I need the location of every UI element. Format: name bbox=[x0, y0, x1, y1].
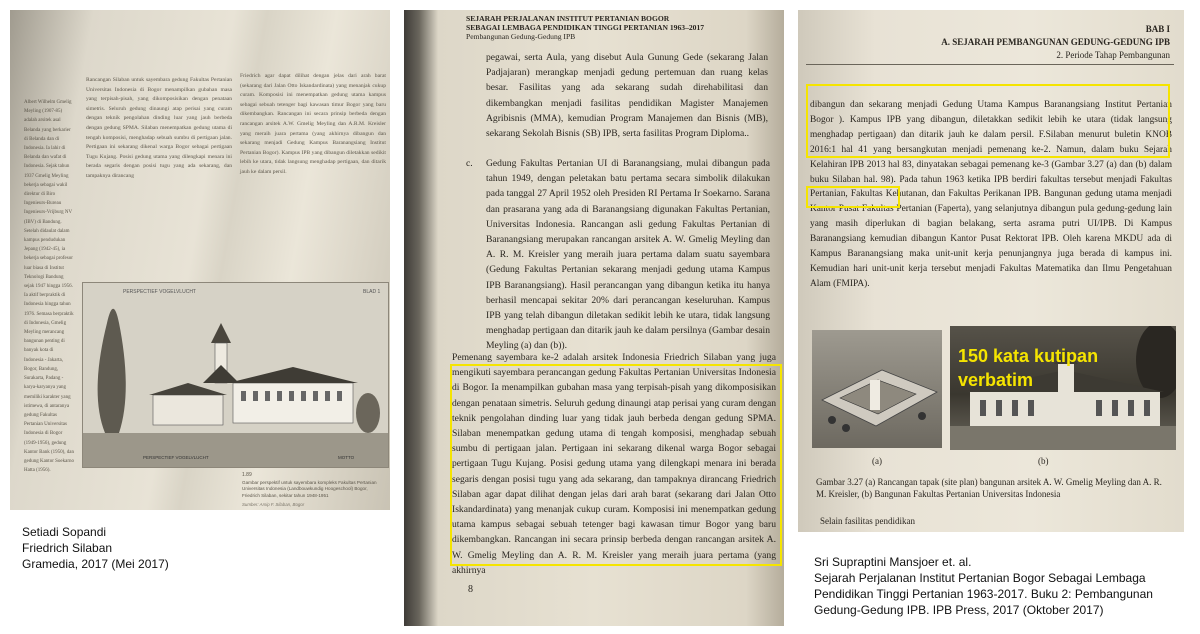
fig-header-left: PERSPECTIEF VOGELVLUCHT bbox=[123, 289, 196, 295]
column-3-text: Friedrich agar dapat dilihat dengan jelas dari arah barat (sekarang dari Jalan Otto Iskandardinata) yang menanjak cukup curam. Komposisi ini menempatkan gedung utama kampus sebagai sebuah tetenger bagi kawasan timur Bogor yang baru dikembangkan. Rancangan ini secara prinsip berbeda dengan rancangan arsitek A.W. Gmelig Meyling dan A.R.M. Kreisler yang meraih juara pertama (yang akhirnya dibangun dan sekarang menjadi Gedung Kampus Baranangsiang Institut Pertanian Bogor). Kampus IPB yang dibangun diletakkan sedikit lebih ke utara, tidak langsung menghadap pertigaan, dan ditarik jauh ke dalam persil. bbox=[240, 73, 386, 175]
highlight-box-1 bbox=[806, 84, 1170, 158]
site-plan-drawing bbox=[812, 330, 942, 448]
figure-caption-text: Gambar perspektif untuk sayembara kompleks Fakultas Pertanian Universitas Indonesia (Landbouwkundig Hoogeschool) Bogor, Friedrich Silaban, sekitar tahun 1948-1951 bbox=[242, 480, 377, 498]
caption-right bbox=[814, 554, 1153, 618]
figure-caption: Gambar 3.27 (a) Rancangan tapak (site plan) bangunan arsitek A. W. Gmelig Meyling dan A. R. M. Kreisler, (b) Bangunan Fakultas Pertanian Universitas Indonesia bbox=[816, 477, 1162, 499]
overlay-annotation-line1: 150 kata kutipan bbox=[958, 346, 1099, 366]
running-header-2: SEBAGAI LEMBAGA PENDIDIKAN TINGGI PERTANIAN 1963–2017 bbox=[466, 23, 705, 32]
para-top: pegawai, serta Aula, yang disebut Aula Gunung Gede (sekarang Jalan Padjajaran) merangkap menjadi gedung pertemuan dan ruang kelas besar. Fasilitas yang ada sekarang sudah direhabilitasi dan dikembangkan menjadi fasilitas pendidikan Magister Manajemen Agribisnis (MMA), kemudian Program Manajemen dan Bisnis (MB), sekarang Sekolah Bisnis (SB) IPB, serta fasilitas Program Diploma.. bbox=[486, 52, 768, 140]
perspective-sketch bbox=[83, 283, 388, 467]
para-bottom: Pemenang sayembara ke-2 adalah arsitek Indonesia Friedrich Silaban yang juga mengikuti sayembara perancangan gedung Fakultas Pertanian Universitas Indonesia di Bogor. Ia menampilkan gubahan masa yang terpisah-pisah yang dikomposisikan dengan penataan simetris. Seluruh gedung dinaungi atap perisai yang curam dengan teknik pengolahan dinding luar yang tidak jauh berbeda dengan gedung SPMA. Silaban menempatkan gedung utama di tengah komposisi, menghadap sebuah sumbu di pertigaan jalan. Pertigaan ini sekarang dikenal warga Bogor sebagai pertigaan Tugu Kujang. Posisi gedung utama yang dilengkapi menara ini berada segaris dengan posisi tugu yang ada sekarang, dan tampaknya dirancang Friedrich Silaban agar dapat dilihat dengan jelas dari arah barat (sekarang dari Jalan Otto Iskandardinata) yang menanjak cukup curam. Komposisi ini menempatkan gedung utama kampus sebagai sebuah tetenger bagi kawasan timur Bogor yang baru dikembangkan. Rancangan ini secara prinsip berbeda dengan rancangan arsitek A. W. Gmelig Meyling dan A. R. M. Kreisler yang meraih juara pertama (yang akhirnya bbox=[452, 352, 776, 576]
caption-right-publisher: Gedung-Gedung IPB. IPB Press, 2017 (Oktober 2017) bbox=[814, 603, 1104, 617]
chapter-label: BAB I bbox=[1145, 24, 1170, 34]
item-c-label: c. bbox=[466, 158, 473, 169]
fig-footer: PERSPECTIEF VOGELVLUCHT bbox=[143, 455, 209, 460]
figure-trailing-text: Selain fasilitas pendidikan bbox=[820, 516, 915, 526]
site-plan-photo-a bbox=[812, 330, 942, 448]
figure-label-a: (a) bbox=[872, 456, 882, 466]
caption-left-author: Setiadi Sopandi bbox=[22, 525, 107, 539]
photo-book-sejarah-ipb-bab1 bbox=[798, 10, 1184, 532]
photo-book-silaban bbox=[10, 10, 390, 510]
column-2-text: Rancangan Silaban untuk sayembara gedung Fakultas Pertanian Universitas Indonesia di Bogor menampilkan gubahan masa yang terpisah-pisah, yang dikomposisikan dengan penataan simetris. Seluruh gedung dinaungi atap perisai yang curam dengan teknik pengolahan dinding luar yang jauh berbeda dengan gedung SPMA. Silaban menempatkan gedung utama di tengah komposisi, menghadap sebuah sumbu di pertigaan jalan. Pertigaan ini sekarang dikenal warga Bogor sebagai pertigaan Tugu Kujang. Posisi gedung utama yang dilengkapi menara ini berada segaris dengan posisi tugu yang ada sekarang, dan tampaknya dirancang bbox=[86, 77, 232, 179]
highlight-box-2 bbox=[806, 186, 900, 208]
body-text: dibangun dan sekarang menjadi Gedung Utama Kampus Baranangsiang Institut Pertanian Bogor ). Kampus IPB yang dibangun, diletakkan sedikit lebih ke utara (tidak langsung menghadap pertigaan) dan ditarik jauh ke dalam persil. F.Silaban menurut buletin KNOB 2016:1 hal 41 yang bersangkutan menjadi pemenang ke-2. Namun, dalam buku Sejarah Kelahiran IPB 2013 hal 83, dinyatakan sebagai pemenang ke-3 (Gambar 3.27 (a) dan (b) dalam buku Silaban hal. 98). Pada tahun 1963 ketika IPB berdiri fakultas tersebut menjadi Fakultas Pertanian, Fakultas Kehutanan, dan Fakultas Perikanan IPB. Bangunan gedung utama menjadi Kantor Pusat Fakultas Pertanian (Faperta), yang selanjutnya dibangun pula gedung-gedung lain yang masih diperlukan di bagian belakang, serta asrama putri UI/IPB. Di Kampus Baranangsiang kemudian dibangun Kantor Pusat Rektorat IPB. Oleh karena MKDU ada di Kampus Baranangsiang maka unit-unit kerja penunjangnya juga berada di kampus ini. Kemudian hari unit-unit kerja tersebut menjadi Fakultas Matematika dan Ilmu Pengetahuan Alam (FMIPA). bbox=[810, 100, 1172, 289]
highlight-box-page8 bbox=[450, 364, 782, 566]
header-rule bbox=[806, 64, 1174, 65]
figure-label-b: (b) bbox=[1038, 456, 1049, 466]
figure-caption-number: 1.89 bbox=[242, 472, 252, 478]
figure-caption-source: Sumber: Arsip F. Silaban, Bogor bbox=[242, 502, 305, 507]
margin-note: Albert Wilhelm Gmelig Meyling (1907-85) adalah arsitek asal Belanda yang berkarier di Belanda dan di Indonesia. Ia lahir di Belanda dan wafat di Indonesia. Sejak tahun 1937 Gmelig Meyling bekerja sebagai wakil direktur di Biro Ingenieurs-Bureau Ingenieurs-Vrijburg NV (IBV) di Bandung. Setelah didaulat dalam kampus pendudukan Jepang (1942-45), ia bekerja sebagai profesor luar biasa di Institut Teknologi Bandung sejak 1947 hingga 1956. Ia aktif berpraktik di Indonesia hingga tahun 1976. Semasa berpraktik di Indonesia, Gmelig Meyling merancang bangunan penting di banyak kota di Indonesia - Jakarta, Bogor, Bandung, Surakarta, Padang - karya-karyanya yang memiliki karakter yang istimewa, di antaranya gedung Fakultas Pertanian Universitas Indonesia di Bogor (1949-1956), gedung Kantor Bank (1950), dan gedung Kantor Soekarno Hatta (1956). bbox=[24, 100, 74, 474]
caption-right-authors: Sri Supraptini Mansjoer et. al. bbox=[814, 555, 972, 569]
caption-left-publisher: Gramedia, 2017 (Mei 2017) bbox=[22, 557, 169, 571]
fig-header-right: BLAD 1 bbox=[363, 289, 381, 295]
subsection-title: 2. Periode Tahap Pembangunan bbox=[1056, 50, 1170, 60]
caption-left bbox=[22, 524, 169, 572]
section-title: A. SEJARAH PEMBANGUNAN GEDUNG-GEDUNG IPB bbox=[941, 37, 1170, 47]
page-number: 8 bbox=[468, 584, 473, 595]
overlay-annotation-line2: verbatim bbox=[958, 370, 1034, 390]
running-header-3: Pembangunan Gedung-Gedung IPB bbox=[466, 32, 576, 41]
silaban-perspective-drawing bbox=[82, 282, 389, 468]
caption-right-title-2: Pendidikan Tinggi Pertanian 1963-2017. Buku 2: Pembangunan bbox=[814, 587, 1153, 601]
running-header-1: SEJARAH PERJALANAN INSTITUT PERTANIAN BOGOR bbox=[466, 14, 670, 23]
item-c-text: Gedung Fakultas Pertanian UI di Baranangsiang, mulai dibangun pada tahun 1949, dengan peletakan batu pertama secara simbolik dilakukan pada tanggal 27 April 1952 oleh Presiden RI Pertama Ir Soekarno. Sarana dan prasarana yang ada di Baranangsiang digunakan Fakultas Pertanian, Universitas Indonesia. Rancangan asli gedung Fakultas Pertanian di Baranangsiang merupakan rancangan arsitek A. W. Gmelig Meyling dan A. R. M. Kreisler yang meraih juara pertama dalam suatu sayembara (Gedung Fakultas Pertanian sekarang menjadi gedung utama Kampus IPB Baranangsiang). Hasil perancangan yang dibangun ketika itu hanya berhasil mencapai sekitar 20% dari perancangan keseluruhan. Kampus IPB yang telah dibangun diletakan sedikit lebih ke utara, tidak langsung menghadap pertigaan dan ditarik jauh ke dalam persilnya (Gambar desain Meyling (a) dan (b)). bbox=[486, 158, 770, 352]
caption-right-title-1: Sejarah Perjalanan Institut Pertanian Bogor Sebagai Lembaga bbox=[814, 571, 1146, 585]
fig-motto: MOTTO bbox=[338, 455, 355, 460]
photo-book-sejarah-ipb-page8 bbox=[404, 10, 784, 626]
caption-left-title: Friedrich Silaban bbox=[22, 541, 113, 555]
